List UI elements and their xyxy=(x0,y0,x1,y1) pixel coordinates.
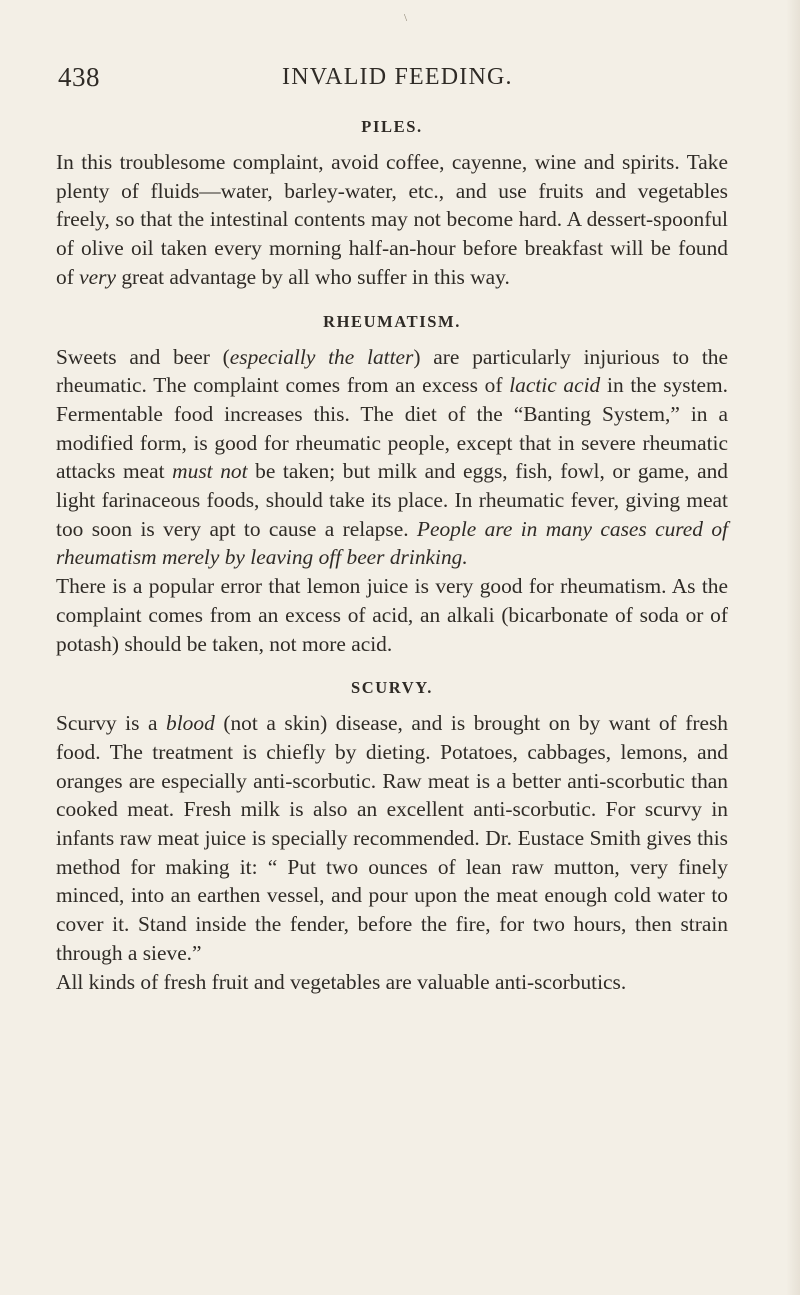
section-scurvy xyxy=(56,675,728,996)
section-piles xyxy=(56,114,728,292)
section-heading-rheumatism: RHEUMATISM. xyxy=(323,311,461,331)
text-run: (not a skin) disease, and is brought on by want of fresh food. The treatment is chiefly by dieting. Potatoes, cabbages, lemons, and oranges are especially anti-scorbutic. Raw meat is a better anti-scorbutic than cooked meat. Fresh milk is also an excellent anti-scorbutic. For scurvy in infants raw meat juice is specially recommended. Dr. Eustace Smith gives this method for making it: “ Put two ounces of lean raw mutton, very finely minced, into an earthen vessel, and pour upon the meat enough cold water to cover it. Stand inside the fender, before the fire, for two hours, then strain through a sieve.” xyxy=(56,711,728,965)
paragraph-rheumatism-1 xyxy=(56,343,728,573)
text-run: great advantage by all who suffer in this way. xyxy=(115,264,510,289)
paragraph-rheumatism-2: There is a popular error that lemon juice is very good for rheumatism. As the complaint comes from an excess of acid, an alkali (bicarbonate of soda or of potash) should be taken, not more acid. xyxy=(56,574,728,656)
page-body xyxy=(56,114,728,1013)
running-title: INVALID FEEDING. xyxy=(282,64,513,90)
page-number: 438 xyxy=(58,62,100,92)
text-run: Sweets and beer ( xyxy=(56,344,230,369)
paragraph-scurvy-1 xyxy=(56,709,728,967)
text-run: ) are particularly injurious to the rheumatic. The complaint comes from an excess of xyxy=(56,344,728,398)
italic-run: blood xyxy=(166,711,215,736)
page-edge-shadow xyxy=(786,0,800,1295)
section-heading-scurvy: SCURVY. xyxy=(351,678,433,698)
italic-run: especially the latter xyxy=(229,344,414,369)
section-rheumatism xyxy=(56,309,728,659)
text-run: Scurvy is a xyxy=(56,711,167,736)
italic-run: very xyxy=(79,264,116,289)
section-heading-piles: PILES. xyxy=(361,117,423,136)
text-run: in the system. Fermentable food increases this. The diet of the “Banting System,” in a modified form, is good for rheumatic people, except that in severe rheumatic attacks meat xyxy=(56,373,728,484)
italic-run: must not xyxy=(172,459,248,484)
paragraph-scurvy-2: All kinds of fresh fruit and vegetables are valuable anti-scorbutics. xyxy=(56,969,627,994)
italic-run: lactic acid xyxy=(509,373,601,398)
italic-run: People are in many cases cured of rheumatism merely by leaving off beer drinking. xyxy=(56,516,728,570)
paragraph-piles xyxy=(56,148,728,292)
text-run: be taken; but milk and eggs, fish, fowl, or game, and light farinaceous foods, should take its place. In rheumatic fever, giving meat too soon is very apt to cause a relapse. xyxy=(56,459,729,541)
ink-speck: \ xyxy=(404,12,408,24)
text-run: In this troublesome complaint, avoid coffee, cayenne, wine and spirits. Take plenty of fluids—water, barley-water, etc., and use fruits and vegetables freely, so that the intestinal contents may not become hard. A dessert-spoonful of olive oil taken every morning half-an-hour before breakfast will be found of xyxy=(56,150,728,289)
running-head xyxy=(58,62,748,102)
